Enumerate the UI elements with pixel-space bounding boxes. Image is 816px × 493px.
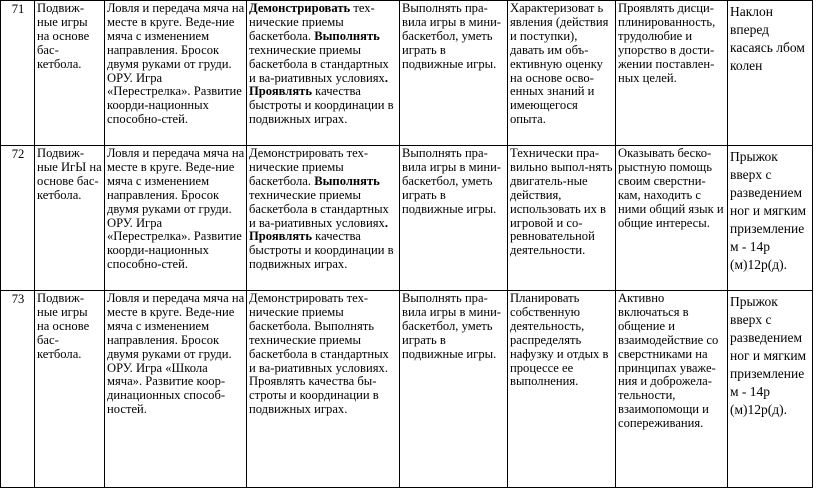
- activity-text: качества быстроты и координации в подвижных играх.: [249, 229, 394, 272]
- meta-results: Характеризоват ь явления (действия и поступки), давать им объ-ективную оценку на основе осво-енных знаний и имеющегося опыта.: [508, 1, 616, 146]
- table-row: [1, 1, 813, 146]
- subject-results: Выполнять пра-вила игры в мини- баскетбол, уметь играть в подвижные игры.: [400, 146, 508, 291]
- lesson-content: Ловля и передача мяча на месте в круге. Веде-ние мяча с изменением направления. Бросок двумя руками от груди. ОРУ. Игра «Перестрелка». Развитие коорди-национных способно-стей.: [105, 1, 247, 146]
- lesson-topic: Подвиж-ные ИгЫ на основе бас-кетбола.: [35, 146, 105, 291]
- table-row: [1, 146, 813, 291]
- activity-bold-perform: Выполнять: [314, 173, 380, 188]
- student-activity: Демонстрировать тех-нические приемы баскетбола. Выполнять технические приемы баскетбола в стандартных и ва-риативных условиях. Проявлять качества бы-строты и координации в подвижных играх.: [247, 291, 400, 488]
- activity-text: технические приемы баскетбола в стандартных и ва-риативных условиях: [249, 187, 389, 230]
- activity-bold-show: . Проявлять: [249, 70, 388, 99]
- student-activity: [247, 146, 400, 291]
- activity-text: тех-нические приемы баскетбола.: [249, 1, 375, 43]
- activity-text: качества быстроты и координации в подвижных играх.: [249, 84, 394, 127]
- homework: Прыжок вверх с разведением ног и мягким приземление м - 14р (м)12р(д).: [728, 291, 813, 488]
- lesson-number: 73: [1, 291, 35, 488]
- personal-results: Оказывать беско-рыстную помощь своим сверстни-кам, находить с ними общий язык и общие интересы.: [616, 146, 728, 291]
- lesson-topic: Подвиж-ные игры на основе бас-кетбола.: [35, 1, 105, 146]
- lesson-content: Ловля и передача мяча на месте в круге. Веде-ние мяча с изменением направления. Бросок двумя руками от груди. ОРУ. Игра «Перестрелка». Развитие коорди-национных способно-стей.: [105, 146, 247, 291]
- activity-bold-show: . Проявлять: [249, 215, 388, 244]
- table-row: [1, 291, 813, 488]
- lesson-content: Ловля и передача мяча на месте в круге. Веде-ние мяча с изменением направления. Бросок двумя руками от груди. ОРУ. Игра «Школа мяча». Развитие коор-динационных способ-ностей.: [105, 291, 247, 488]
- lesson-number: 72: [1, 146, 35, 291]
- activity-text: Демонстрировать тех-нические приемы баскетбола.: [249, 146, 369, 188]
- homework: Наклон вперед касаясь лбом колен: [728, 1, 813, 146]
- homework: Прыжок вверх с разведением ног и мягким приземление м - 14р (м)12р(д).: [728, 146, 813, 291]
- meta-results: Планировать собственную деятельность, распределять нафузку и отдых в процессе ее выполнения.: [508, 291, 616, 488]
- lesson-number: 71: [1, 1, 35, 146]
- personal-results: Проявлять дисци-плинированность, трудолюбие и упорство в дости-жении поставлен-ных целей.: [616, 1, 728, 146]
- subject-results: Выполнять пра-вила игры в мини- баскетбол, уметь играть в подвижные игры.: [400, 291, 508, 488]
- lesson-topic: Подвиж-ные игры на основе бас-кетбола.: [35, 291, 105, 488]
- activity-text: технические приемы баскетбола в стандартных и ва-риативных условиях: [249, 42, 389, 85]
- activity-bold-demonstrate: Демонстрировать: [249, 1, 351, 15]
- meta-results: Технически пра-вильно выпол-нять двигатель-ные действия, использовать их в игровой и со-ревновательной деятельности.: [508, 146, 616, 291]
- student-activity: [247, 1, 400, 146]
- personal-results: Активно включаться в общение и взаимодействие со сверстниками на принципах уваже-ния и доброжела-тельности, взаимопомощи и сопереживания.: [616, 291, 728, 488]
- subject-results: Выполнять пра-вила игры в мини- баскетбол, уметь играть в подвижные игры.: [400, 1, 508, 146]
- activity-bold-perform: Выполнять: [314, 28, 380, 43]
